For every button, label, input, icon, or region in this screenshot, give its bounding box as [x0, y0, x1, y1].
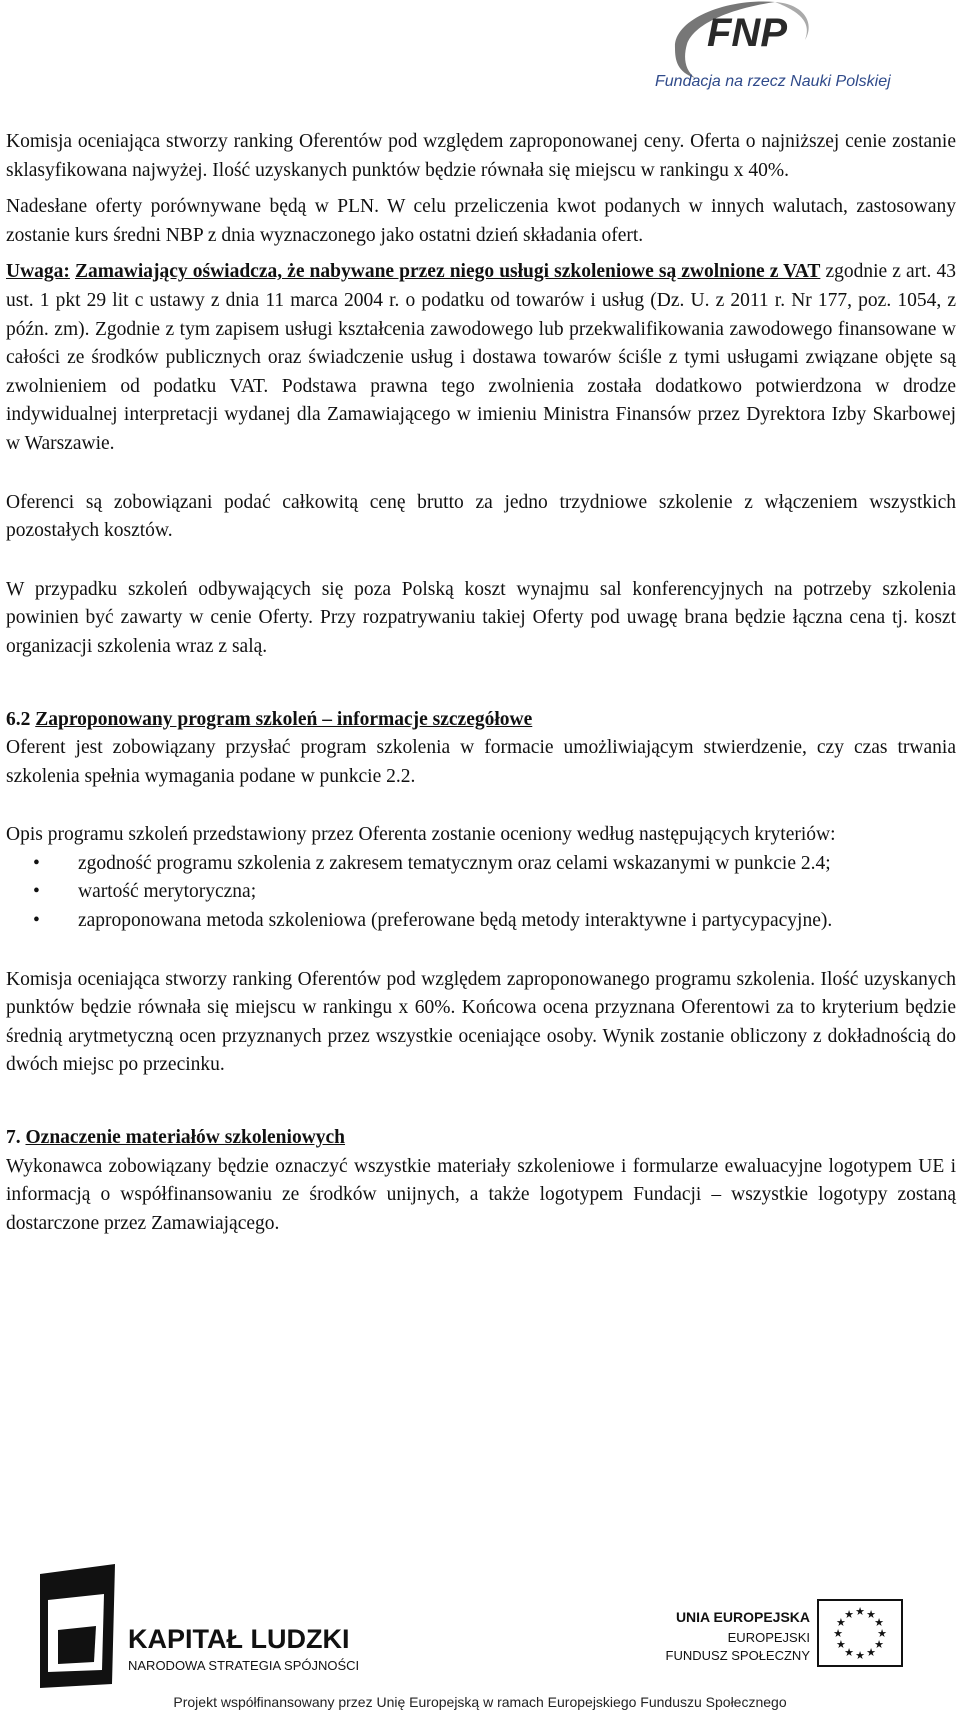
note-label: Uwaga:	[6, 261, 70, 283]
kapital-ludzki-logo	[40, 1564, 359, 1688]
eu-line-3: FUNDUSZ SPOŁECZNY	[665, 1648, 810, 1663]
kl-subtitle: NARODOWA STRATEGIA SPÓJNOŚCI	[128, 1658, 360, 1673]
eu-star-icon: ★	[844, 1607, 854, 1621]
vat-details: zgodnie z art. 43 ust. 1 pkt 29 lit c ustawy z dnia 11 marca 2004 r. o podatku od towarów i usług (Dz. U. z 2011 r. Nr 177, poz. 1054, z późn. zm). Zgodnie z tym zapisem usługi kształcenia zawodowego lub przekwalifikowania zawodowego finansowane w całości ze środków publicznych oraz świadczenie usług i dostawa towarów ściśle z tymi usługami związane objęte są zwolnieniem od podatku VAT. Podstawa prawna tego zwolnienia została dodatkowo potwierdzona w drodze indywidualnej interpretacji wydanej dla Zamawiającego w imieniu Ministra Finansów przez Dyrektora Izby Skarbowej w Warszawie.	[6, 261, 957, 454]
fnp-logo	[655, 0, 960, 96]
eu-star-icon: ★	[866, 1646, 876, 1660]
eu-line-1: UNIA EUROPEJSKA	[675, 1609, 810, 1625]
eu-star-icon: ★	[844, 1646, 854, 1660]
list-item: • wartość merytoryczna;	[78, 878, 956, 907]
eu-star-icon: ★	[874, 1638, 885, 1651]
list-item: • zgodność programu szkolenia z zakresem tematycznym oraz celami wskazanymi w punkcie 2.4;	[78, 850, 956, 879]
eu-line-2: EUROPEJSKI	[727, 1630, 810, 1645]
eu-star-icon: ★	[866, 1607, 876, 1621]
eu-logo	[666, 1600, 902, 1666]
paragraph-materials: Wykonawca zobowiązany będzie oznaczyć wszystkie materiały szkoleniowe i formularze ewaluacyjne logotypem UE i informacją o współfinansowaniu ze środków unijnych, a także logotypem Fundacji – wszystkie logotypy zostaną dostarczone przez Zamawiającego.	[6, 1155, 956, 1234]
eu-star-icon: ★	[855, 1649, 865, 1662]
eu-star-icon: ★	[835, 1638, 846, 1651]
paragraph-program-ranking: Komisja oceniająca stworzy ranking Oferentów pod względem zaproponowanego programu szkolenia. Ilość uzyskanych punktów będzie równała się miejscu w rankingu x 60%. Końcowa ocena przyznana Oferentowi za to kryterium będzie średnią arytmetyczną ocen przyznanych przez wszystkie oceniające osoby. Wynik zostanie obliczony z dokładnością do dwóch miejsc po przecinku.	[6, 968, 956, 1076]
kl-title: KAPITAŁ LUDZKI	[128, 1624, 350, 1654]
section-number: 7.	[6, 1127, 21, 1149]
paragraph-currency: Nadesłane oferty porównywane będą w PLN. W celu przeliczenia kwot podanych w innych walutach, zastosowany zostanie kurs średni NBP z dnia wyznaczonego jako ostatni dzień składania ofert.	[6, 196, 956, 246]
eu-star-icon: ★	[835, 1616, 846, 1629]
list-item: • zaproponowana metoda szkoleniowa (preferowane będą metody interaktywne i partycypacyjne).	[78, 907, 956, 936]
eu-star-icon: ★	[833, 1627, 843, 1640]
paragraph-criteria-intro: Opis programu szkoleń przedstawiony przez Oferenta zostanie oceniony według następujących kryteriów:	[6, 824, 836, 846]
criteria-list	[6, 850, 956, 936]
cofinancing-note: Projekt współfinansowany przez Unię Europejską w ramach Europejskiego Funduszu Społecznego	[173, 1694, 787, 1710]
paragraph-vat-note	[6, 258, 956, 458]
section-7-heading	[6, 1124, 956, 1153]
paragraph-abroad-training: W przypadku szkoleń odbywających się poza Polską koszt wynajmu sal konferencyjnych na potrzeby szkolenia powinien być zawarty w cenie Oferty. Przy rozpatrywaniu takiej Oferty pod uwagę brana będzie łączna cena tj. koszt organizacji szkolenia wraz z salą.	[6, 578, 956, 657]
eu-star-icon: ★	[877, 1627, 887, 1640]
paragraph-program-intro: Oferent jest zobowiązany przysłać program szkolenia w formacie umożliwiającym stwierdzenie, czy czas trwania szkolenia spełnia wymagania podane w punkcie 2.2.	[6, 737, 956, 787]
vat-exemption-statement: Zamawiający oświadcza, że nabywane przez niego usługi szkoleniowe są zwolnione z VAT	[75, 261, 821, 283]
fnp-logo-subtitle: Fundacja na rzecz Nauki Polskiej	[655, 73, 891, 90]
document-body	[6, 128, 956, 1238]
section-title: Oznaczenie materiałów szkoleniowych	[25, 1127, 346, 1149]
section-title: Zaproponowany program szkoleń – informacje szczegółowe	[35, 708, 533, 730]
section-6-2-heading	[6, 706, 956, 735]
eu-star-icon: ★	[855, 1605, 865, 1618]
paragraph-gross-price: Oferenci są zobowiązani podać całkowitą cenę brutto za jedno trzydniowe szkolenie z włączeniem wszystkich pozostałych kosztów.	[6, 491, 956, 542]
fnp-logo-mark: FNP	[707, 11, 787, 55]
section-number: 6.2	[6, 708, 31, 730]
eu-star-icon: ★	[874, 1616, 885, 1629]
paragraph-price-ranking: Komisja oceniająca stworzy ranking Oferentów pod względem zaproponowanej ceny. Oferta o najniższej cenie zostanie sklasyfikowana najwyżej. Ilość uzyskanych punktów będzie równała się miejscu w rankingu x 40%.	[6, 131, 956, 181]
